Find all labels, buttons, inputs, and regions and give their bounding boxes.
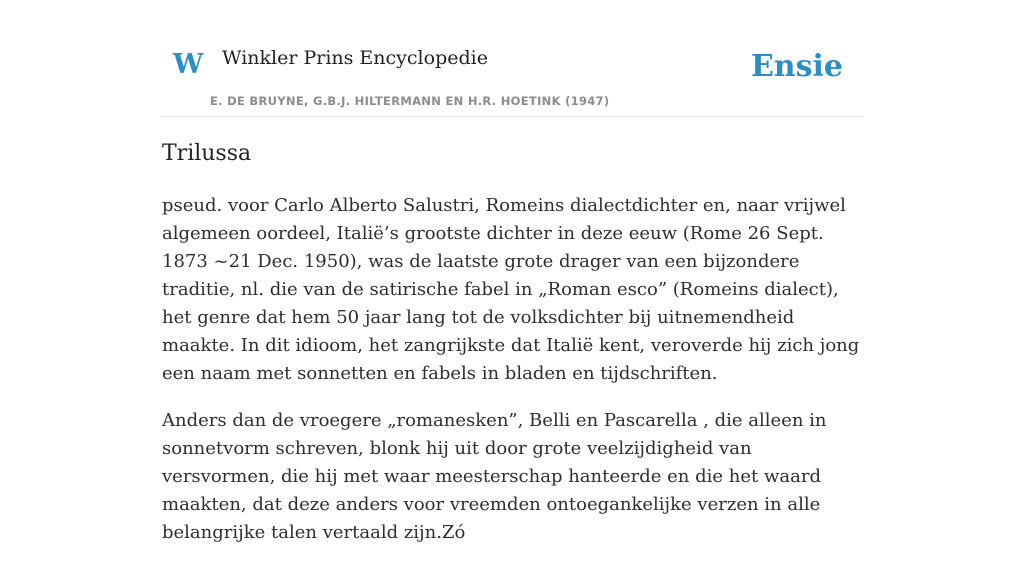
source-title[interactable]: Winkler Prins Encyclopedie bbox=[222, 47, 488, 69]
entry-body bbox=[162, 192, 862, 566]
body-paragraph: pseud. voor Carlo Alberto Salustri, Romeins dialectdichter en, naar vrijwel algemeen oordeel, Italië’s grootste dichter in deze eeuw (Rome 26 Sept. 1873 ~21 Dec. 1950), was de laatste grote drager van een bijzondere traditie, nl. die van de satirische fabel in „Roman esco” (Romeins dialect), het genre dat hem 50 jaar lang tot de volksdichter bij uitnemendheid maakte. In dit idioom, het zangrijkste dat Italië kent, veroverde hij zich jong een naam met sonnetten en fabels in bladen en tijdschriften. bbox=[162, 195, 860, 384]
winkler-prins-logo[interactable]: W bbox=[173, 49, 204, 80]
body-paragraph: Anders dan de vroegere „romanesken”, Belli en Pascarella , die alleen in sonnetvorm schreven, blonk hij uit door grote veelzijdigheid van versvormen, die hij met waar meesterschap hanteerde en die het waard maakten, dat deze anders voor vreemden ontoegankelijke verzen in alle belangrijke talen vertaald zijn.Zó bbox=[162, 410, 827, 543]
entry-title: Trilussa bbox=[162, 141, 252, 166]
page bbox=[162, 0, 862, 543]
source-authors: E. DE BRUYNE, G.B.J. HILTERMANN EN H.R. HOETINK (1947) bbox=[210, 94, 610, 108]
ensie-logo[interactable]: Ensie bbox=[750, 49, 843, 84]
source-header bbox=[162, 0, 862, 117]
